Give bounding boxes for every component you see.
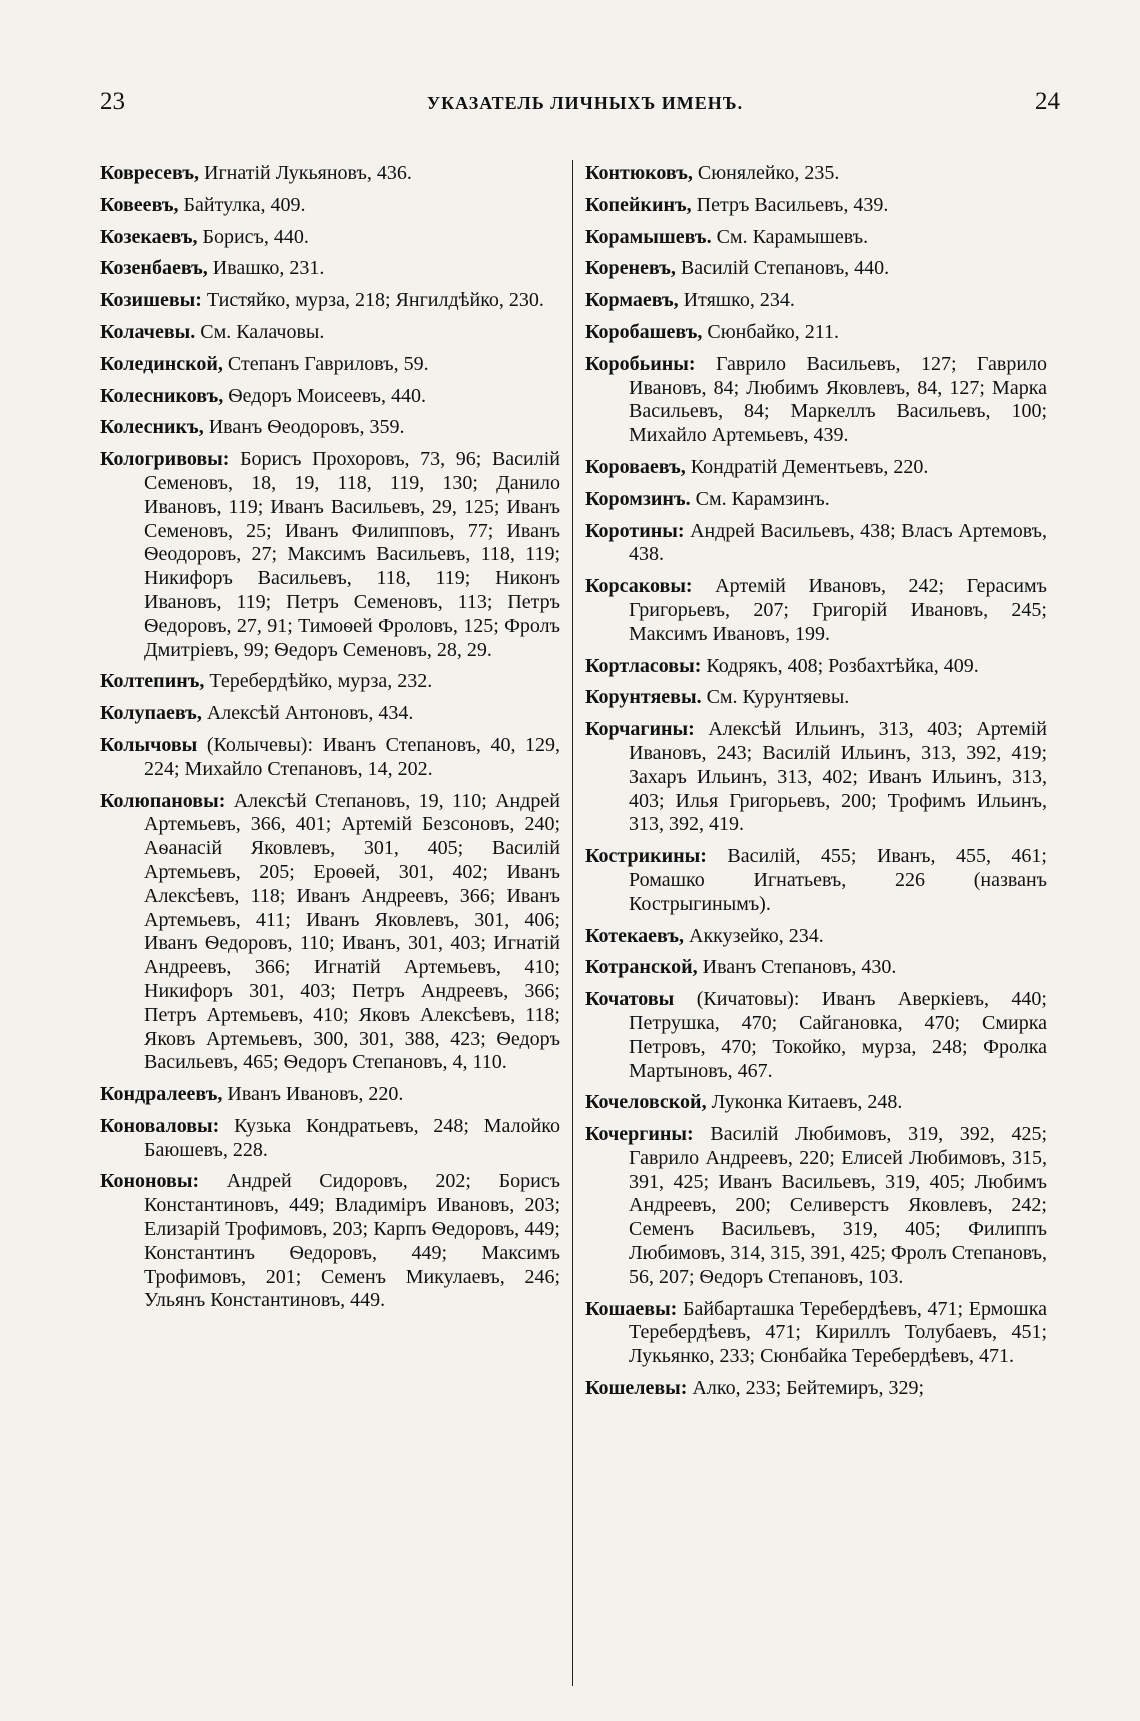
index-entry xyxy=(100,416,560,440)
entry-text: Андрей Васильевъ, 438; Власъ Артемовъ, 438. xyxy=(629,519,1047,566)
entry-headword: Колюпановы: xyxy=(100,789,226,812)
entry-text: (Кичатовы): Иванъ Аверкіевъ, 440; Петрушка, 470; Сайгановка, 470; Смирка Петровъ, 470; Токойко, мурза, 248; Фролка Мартыновъ, 467. xyxy=(629,988,1047,1082)
entry-text: Луконка Китаевъ, 248. xyxy=(711,1091,903,1114)
index-entry xyxy=(585,655,1047,679)
entry-text: Алексѣй Антоновъ, 434. xyxy=(206,702,414,725)
page-header xyxy=(100,88,1070,124)
entry-headword: Кочеловской, xyxy=(585,1091,707,1114)
entry-text: Кузька Кондратьевъ, 248; Малойко Баюшевъ, 228. xyxy=(144,1114,560,1161)
entry-text: Гаврило Васильевъ, 127; Гаврило Ивановъ, 84; Любимъ Яковлевъ, 84, 127; Марка Васильевъ, 84; Маркеллъ Васильевъ, 100; Михайло Артемьевъ, 439. xyxy=(629,352,1048,447)
index-entry xyxy=(585,226,1047,250)
index-entry xyxy=(585,289,1047,313)
index-entry xyxy=(100,226,560,250)
index-entry xyxy=(585,1298,1047,1369)
entry-headword: Козенбаевъ, xyxy=(100,257,208,280)
entry-headword: Кореневъ, xyxy=(585,257,676,280)
entry-text: Артемій Ивановъ, 242; Герасимъ Григорьевъ, 207; Григорій Ивановъ, 245; Максимъ Ивановъ, 199. xyxy=(629,575,1048,645)
index-entry xyxy=(585,845,1047,916)
index-entry xyxy=(100,385,560,409)
entry-text: Теребердѣйко, мурза, 232. xyxy=(209,670,433,693)
index-entry xyxy=(585,575,1047,646)
entry-text: Алко, 233; Бейтемиръ, 329; xyxy=(692,1377,925,1400)
index-entry xyxy=(585,162,1047,186)
entry-text: См. Карамзинъ. xyxy=(695,487,830,510)
entry-headword: Козишевы: xyxy=(100,289,202,312)
entry-text: Иванъ Ѳеодоровъ, 359. xyxy=(208,416,405,439)
entry-text: См. Карамышевъ. xyxy=(716,225,869,248)
entry-headword: Котранской, xyxy=(585,956,698,979)
entry-headword: Кормаевъ, xyxy=(585,289,679,312)
entry-text: Василій Любимовъ, 319, 392, 425; Гаврило Андреевъ, 220; Елисей Любимовъ, 315, 391, 425; Иванъ Васильевъ, 319, 405; Любимъ Андреевъ, 200; Селиверстъ Яковлевъ, 242; Семенъ Васильевъ, 319, 405; Филиппъ Любимовъ, 314, 315, 391, 425; Фролъ Степановъ, 56, 207; Ѳедоръ Степановъ, 103. xyxy=(629,1123,1048,1288)
entry-headword: Ковеевъ, xyxy=(100,193,179,216)
page-number-right: 24 xyxy=(1035,88,1060,115)
entry-headword: Колединской, xyxy=(100,352,223,375)
entry-text: Петръ Васильевъ, 439. xyxy=(696,193,889,216)
entry-headword: Коноваловы: xyxy=(100,1114,220,1137)
entry-text: Аккузейко, 234. xyxy=(689,924,824,947)
entry-text: Сюнбайко, 211. xyxy=(707,320,840,343)
entry-headword: Колупаевъ, xyxy=(100,702,202,725)
index-entry xyxy=(100,162,560,186)
index-entry xyxy=(585,257,1047,281)
entry-headword: Кочергины: xyxy=(585,1123,694,1146)
index-entry xyxy=(100,353,560,377)
entry-text: Байбарташка Теребердѣевъ, 471; Ермошка Теребердѣевъ, 471; Кириллъ Толубаевъ, 451; Лукьянко, 233; Сюнбайка Теребердѣевъ, 471. xyxy=(629,1297,1047,1368)
index-entry xyxy=(585,321,1047,345)
index-entry xyxy=(585,1091,1047,1115)
index-entry xyxy=(585,520,1047,568)
entry-headword: Колесникъ, xyxy=(100,416,204,439)
entry-headword: Кондралеевъ, xyxy=(100,1083,223,1106)
entry-headword: Кошелевы: xyxy=(585,1377,688,1400)
index-entry xyxy=(100,289,560,313)
entry-headword: Кологривовы: xyxy=(100,448,230,471)
entry-headword: Короваевъ, xyxy=(585,455,686,478)
index-entry xyxy=(100,448,560,662)
entry-headword: Котекаевъ, xyxy=(585,924,685,947)
entry-text: Борисъ, 440. xyxy=(202,225,309,248)
entry-text: См. Калачовы. xyxy=(200,320,325,343)
entry-text: См. Курунтяевы. xyxy=(706,686,850,709)
entry-headword: Контюковъ, xyxy=(585,162,693,184)
entry-text: Кодрякъ, 408; Розбахтѣйка, 409. xyxy=(706,654,979,677)
entry-headword: Корамышевъ. xyxy=(585,225,712,248)
index-entry xyxy=(585,456,1047,480)
entry-text: Василій, 455; Иванъ, 455, 461; Ромашко Игнатьевъ, 226 (названъ Кострыгинымъ). xyxy=(629,845,1047,915)
index-entry xyxy=(585,1377,1047,1401)
entry-headword: Кошаевы: xyxy=(585,1297,678,1320)
index-entry xyxy=(100,1115,560,1163)
entry-text: Тистяйко, мурза, 218; Янгилдѣйко, 230. xyxy=(206,289,544,312)
entry-headword: Колесниковъ, xyxy=(100,384,224,407)
index-entry xyxy=(100,670,560,694)
index-entry xyxy=(585,925,1047,949)
entry-headword: Кононовы: xyxy=(100,1170,200,1193)
entry-headword: Кочатовы xyxy=(585,988,675,1011)
index-entry xyxy=(100,734,560,782)
index-entry xyxy=(585,718,1047,837)
entry-headword: Колычовы xyxy=(100,733,198,756)
right-column xyxy=(585,162,1047,1713)
entry-text: Василій Степановъ, 440. xyxy=(680,257,890,280)
index-entry xyxy=(585,1123,1047,1290)
entry-headword: Коромзинъ. xyxy=(585,487,691,510)
index-entry xyxy=(585,956,1047,980)
entry-text: Байтулка, 409. xyxy=(183,193,306,216)
index-entry xyxy=(585,686,1047,710)
index-entry xyxy=(100,321,560,345)
entry-text: Степанъ Гавриловъ, 59. xyxy=(227,352,429,375)
entry-headword: Коротины: xyxy=(585,519,685,542)
entry-headword: Козекаевъ, xyxy=(100,225,198,248)
entry-headword: Колтепинъ, xyxy=(100,670,205,693)
entry-headword: Ковресевъ, xyxy=(100,162,200,184)
entry-text: Иванъ Ивановъ, 220. xyxy=(227,1083,404,1106)
entry-text: Алексѣй Степановъ, 19, 110; Андрей Артемьевъ, 366, 401; Артемій Безсоновъ, 240; Аѳанасій Яковлевъ, 301, 405; Василій Артемьевъ, 205; Ероѳей, 301, 402; Иванъ Алексѣевъ, 118; Иванъ Андреевъ, 366; Иванъ Артемьевъ, 411; Иванъ Яковлевъ, 301, 406; Иванъ Ѳедоровъ, 110; Иванъ, 301, 403; Игнатій Андреевъ, 366; Игнатій Артемьевъ, 410; Никифоръ 301, 403; Петръ Андреевъ, 366; Петръ Артемьевъ, 410; Яковъ Алексѣевъ, 118; Яковъ Артемьевъ, 300, 301, 388, 423; Ѳедоръ Васильевъ, 465; Ѳедоръ Степановъ, 4, 110. xyxy=(144,789,560,1074)
index-entry xyxy=(100,1170,560,1313)
index-entry xyxy=(585,488,1047,512)
index-entry xyxy=(100,257,560,281)
entry-text: Кондратій Дементьевъ, 220. xyxy=(690,455,929,478)
entry-text: Алексѣй Ильинъ, 313, 403; Артемій Ивановъ, 243; Василій Ильинъ, 313, 392, 419; Захаръ Ильинъ, 313, 402; Иванъ Ильинъ, 313, 403; Илья Григорьевъ, 200; Трофимъ Ильинъ, 313, 392, 419. xyxy=(629,718,1047,836)
entry-text: Ѳедоръ Моисеевъ, 440. xyxy=(228,384,426,407)
column-divider xyxy=(572,160,573,1686)
entry-text: Итяшко, 234. xyxy=(683,289,795,312)
entry-text: Игнатій Лукьяновъ, 436. xyxy=(204,162,412,184)
index-entry xyxy=(585,988,1047,1083)
entry-headword: Колачевы. xyxy=(100,320,196,343)
left-column xyxy=(100,162,560,1713)
entry-text: Сюнялейко, 235. xyxy=(697,162,840,184)
entry-headword: Коробашевъ, xyxy=(585,320,703,343)
entry-text: Андрей Сидоровъ, 202; Борисъ Константиновъ, 449; Владиміръ Ивановъ, 203; Елизарій Трофимовъ, 203; Карпъ Ѳедоровъ, 449; Константинъ Ѳедоровъ, 449; Максимъ Трофимовъ, 201; Семенъ Микулаевъ, 246; Ульянъ Константиновъ, 449. xyxy=(144,1170,560,1312)
entry-headword: Копейкинъ, xyxy=(585,193,692,216)
entry-text: Иванъ Степановъ, 430. xyxy=(702,956,897,979)
running-title: УКАЗАТЕЛЬ ЛИЧНЫХЪ ИМЕНЪ. xyxy=(426,93,744,113)
entry-headword: Кортласовы: xyxy=(585,654,702,677)
entry-text: Борисъ Прохоровъ, 73, 96; Василій Семеновъ, 18, 19, 118, 119, 130; Данило Ивановъ, 119; Иванъ Васильевъ, 29, 125; Иванъ Семеновъ, 25; Иванъ Филипповъ, 77; Иванъ Ѳеодоровъ, 27; Максимъ Васильевъ, 118, 119; Никифоръ Васильевъ, 118, 119; Никонъ Ивановъ, 119; Петръ Семеновъ, 113; Петръ Ѳедоровъ, 27, 91; Тимоѳей Фроловъ, 125; Фролъ Дмитріевъ, 99; Ѳедоръ Семеновъ, 28, 29. xyxy=(144,448,560,661)
entry-text: (Колычевы): Иванъ Степановъ, 40, 129, 224; Михайло Степановъ, 14, 202. xyxy=(144,733,561,780)
entry-headword: Корсаковы: xyxy=(585,575,693,598)
index-entry xyxy=(585,353,1047,448)
index-entry xyxy=(100,790,560,1076)
index-entry xyxy=(100,702,560,726)
entry-headword: Коробьины: xyxy=(585,352,696,375)
entry-headword: Корчагины: xyxy=(585,718,695,741)
index-entry xyxy=(100,194,560,218)
entry-headword: Корунтяевы. xyxy=(585,686,702,709)
index-entry xyxy=(100,1083,560,1107)
entry-headword: Кострикины: xyxy=(585,845,707,868)
entry-text: Ивашко, 231. xyxy=(212,257,325,280)
page-number-left: 23 xyxy=(100,88,125,115)
index-entry xyxy=(585,194,1047,218)
